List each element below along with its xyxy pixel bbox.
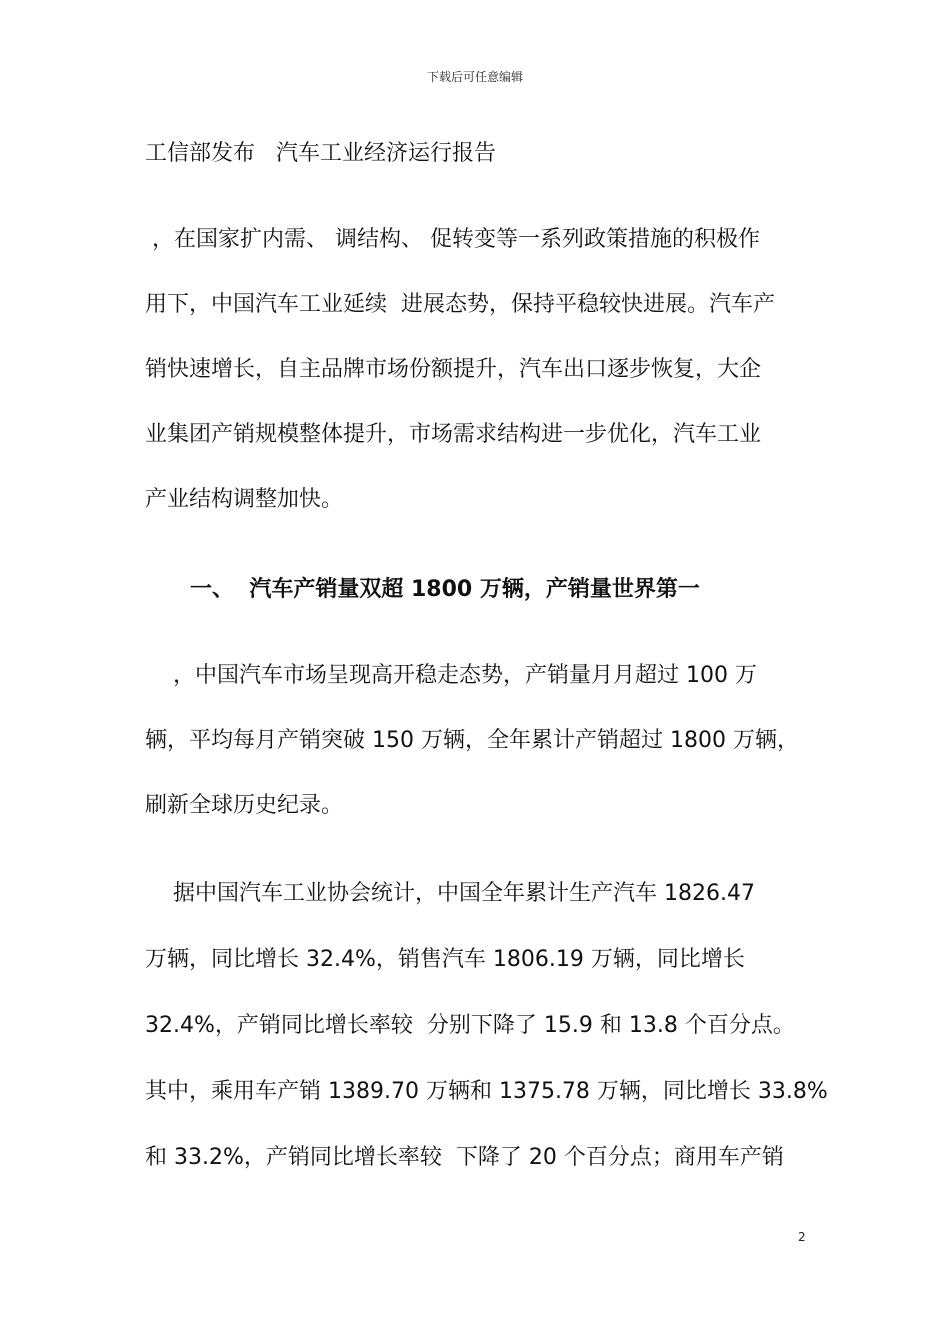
paragraph-line: 和 33.2%，产销同比增长率较 下降了 20 个百分点；商用车产销	[145, 1145, 784, 1170]
paragraph-line: ，中国汽车市场呈现高开稳走态势，产销量月月超过 100 万	[145, 663, 757, 688]
paragraph-line: 32.4%，产销同比增长率较 分别下降了 15.9 和 13.8 个百分点。	[145, 1013, 795, 1038]
paragraph-line: 业集团产销规模整体提升，市场需求结构进一步优化，汽车工业	[145, 422, 762, 447]
section-heading: 一、 汽车产销量双超 1800 万辆，产销量世界第一	[190, 577, 700, 602]
paragraph-line: 用下，中国汽车工业延续 进展态势，保持平稳较快进展。汽车产	[145, 292, 775, 317]
document-title: 工信部发布 汽车工业经济运行报告	[145, 141, 496, 166]
paragraph-line: 产业结构调整加快。	[145, 487, 344, 512]
paragraph-line: 刷新全球历史纪录。	[145, 793, 344, 818]
paragraph-line: 万辆，同比增长 32.4%，销售汽车 1806.19 万辆，同比增长	[145, 947, 745, 972]
paragraph-line: 辆，平均每月产销突破 150 万辆，全年累计产销超过 1800 万辆，	[145, 728, 799, 753]
page-number: 2	[798, 1230, 806, 1244]
paragraph-line: 其中，乘用车产销 1389.70 万辆和 1375.78 万辆，同比增长 33.8%	[145, 1079, 828, 1104]
header-note: 下载后可任意编辑	[426, 70, 523, 84]
paragraph-line: 据中国汽车工业协会统计，中国全年累计生产汽车 1826.47	[145, 881, 755, 906]
paragraph-line: ，在国家扩内需、 调结构、 促转变等一系列政策措施的积极作	[145, 227, 760, 252]
paragraph-line: 销快速增长，自主品牌市场份额提升，汽车出口逐步恢复，大企	[145, 357, 762, 382]
